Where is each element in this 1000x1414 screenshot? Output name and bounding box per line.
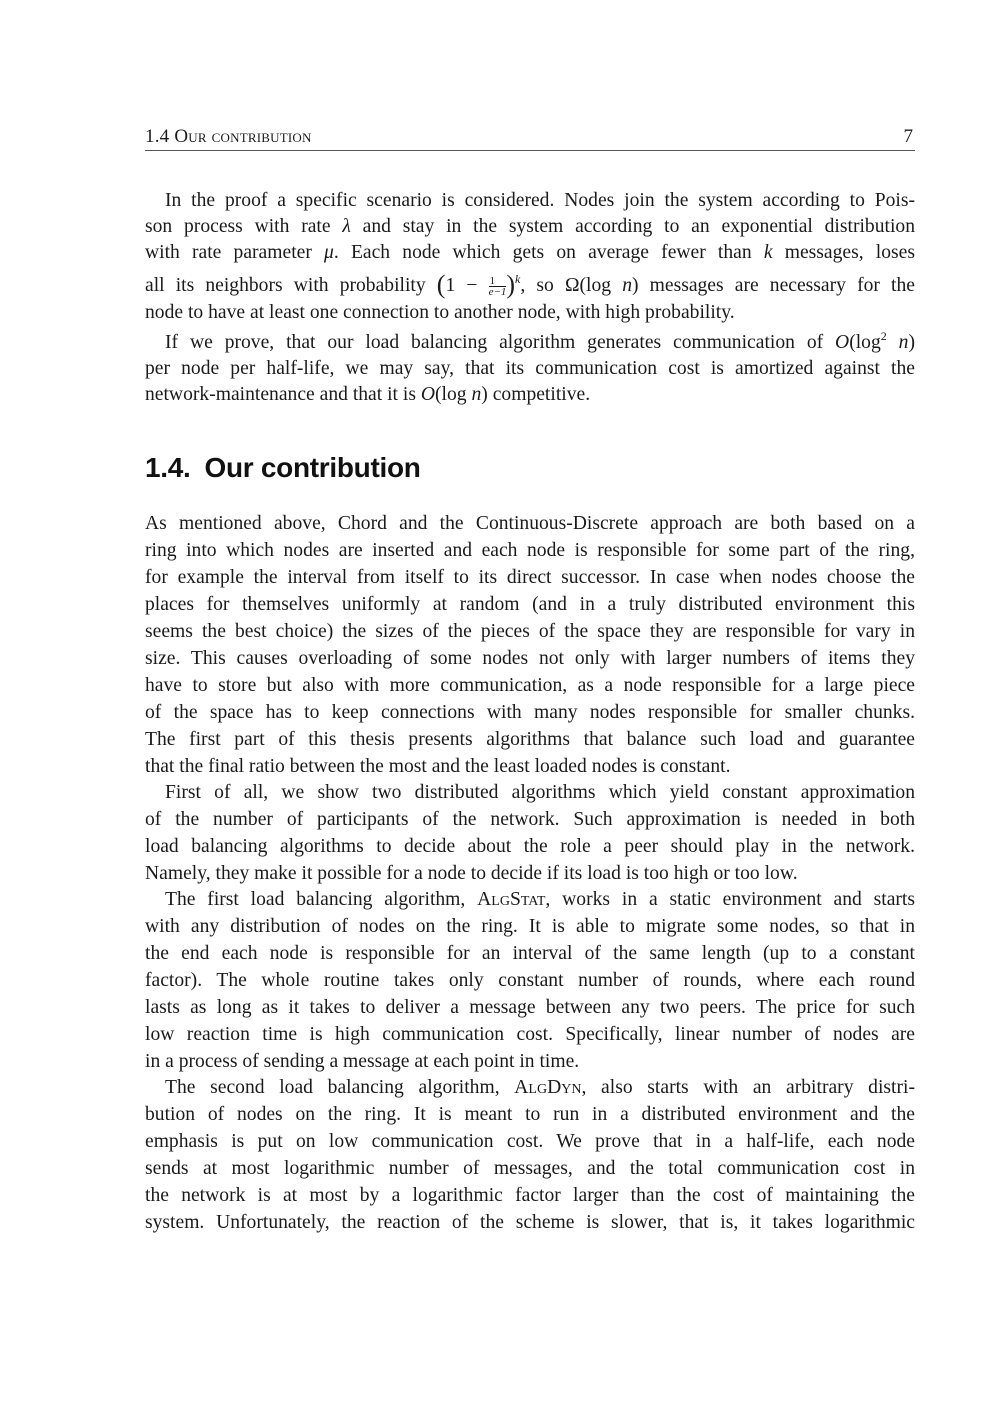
math-big-o: O — [835, 332, 850, 353]
math-n: n — [471, 384, 482, 405]
paragraph-line: the network is at most by a logarithmic factor larger than the cost of maintaining the — [145, 1185, 915, 1206]
math-fraction — [489, 276, 507, 297]
text: and stay in the system according to an exponential distribution — [350, 216, 915, 237]
fraction-denominator: e−1 — [488, 286, 507, 298]
paragraph-line: ring into which nodes are inserted and each node is responsible for some part of the ring, — [145, 540, 915, 561]
paragraph-line: places for themselves uniformly at random (and in a truly distributed environment this — [145, 594, 915, 615]
section-title: Our contribution — [204, 452, 421, 483]
text: ) competitive. — [481, 384, 591, 405]
paragraph-line: with any distribution of nodes on the ring. It is able to migrate some nodes, so that in — [145, 916, 915, 937]
paragraph-line: sends at most logarithmic number of messages, and the total communication cost in — [145, 1158, 915, 1179]
algorithm-name: AlgDyn — [514, 1077, 582, 1098]
math-text: (log — [435, 384, 472, 405]
running-head-title — [145, 126, 312, 148]
running-head-section-title: Our contribution — [174, 126, 312, 147]
math-n: n — [898, 332, 909, 353]
math-exponent: 2 — [880, 329, 887, 343]
math-k: k — [763, 242, 773, 263]
text: network-maintenance and that it is — [145, 384, 421, 405]
math-exponent: k — [515, 272, 521, 286]
running-head-section-number: 1.4 — [145, 126, 170, 147]
math-paren: ( — [436, 270, 446, 299]
paragraph-line: The first part of this thesis presents algorithms that balance such load and guarantee — [145, 729, 915, 750]
paragraph-line: that the final ratio between the most and the least loaded nodes is constant. — [145, 756, 731, 777]
paragraph-line: As mentioned above, Chord and the Continuous-Discrete approach are both based on a — [145, 513, 915, 534]
paragraph-line: of the space has to keep connections with many nodes responsible for smaller chunks. — [145, 702, 915, 723]
text: The first load balancing algorithm, — [165, 889, 478, 910]
math-big-o: O — [420, 384, 436, 405]
math-lambda: λ — [342, 216, 351, 237]
paragraph-line: per node per half-life, we may say, that its communication cost is amortized against the — [145, 358, 915, 379]
text: with rate parameter — [145, 242, 325, 263]
paragraph-line: emphasis is put on low communication cost. We prove that in a half-life, each node — [145, 1131, 915, 1152]
paragraph-line: system. Unfortunately, the reaction of the scheme is slower, that is, it takes logarithmic — [145, 1212, 915, 1233]
paragraph-line: Namely, they make it possible for a node to decide if its load is too high or too low. — [145, 863, 798, 884]
paragraph-line: bution of nodes on the ring. It is meant to run in a distributed environment and the — [145, 1104, 915, 1125]
paragraph-line: load balancing algorithms to decide about the role a peer should play in the network. — [145, 836, 915, 857]
math-mu: μ — [324, 242, 334, 263]
math-text: ) — [908, 332, 915, 353]
paragraph-line: size. This causes overloading of some nodes not only with larger numbers of items they — [145, 648, 915, 669]
paragraph-line: the end each node is responsible for an interval of the same length (up to a constant — [145, 943, 915, 964]
text: , so Ω(log — [520, 275, 623, 296]
paragraph-line: lasts as long as it takes to deliver a message between any two peers. The price for such — [145, 997, 915, 1018]
paragraph-line — [145, 272, 915, 299]
paragraph-line: have to store but also with more communication, as a node responsible for a large piece — [145, 675, 915, 696]
paragraph-line: seems the best choice) the sizes of the pieces of the space they are responsible for vary in — [145, 621, 915, 642]
paragraph-line: First of all, we show two distributed algorithms which yield constant approximation — [165, 782, 915, 803]
paragraph-line: of the number of participants of the network. Such approximation is needed in both — [145, 809, 915, 830]
math-n: n — [622, 275, 632, 296]
text: . Each node which gets on average fewer than — [333, 242, 764, 263]
algorithm-name: AlgStat — [477, 889, 546, 910]
paragraph-line — [145, 887, 915, 913]
paragraph-line: for example the interval from itself to its direct successor. In case when nodes choose the — [145, 567, 915, 588]
paragraph-line — [145, 1075, 915, 1101]
section-heading — [145, 452, 421, 484]
text: , works in a static environment and starts — [545, 889, 915, 910]
paragraph-line — [145, 330, 915, 356]
paragraph-line: in a process of sending a message at each point in time. — [145, 1051, 580, 1072]
page-number: 7 — [903, 126, 913, 147]
paragraph-line: factor). The whole routine takes only constant number of rounds, where each round — [145, 970, 915, 991]
section-number: 1.4. — [145, 452, 191, 483]
math-paren: ) — [506, 270, 516, 299]
math-text: (log — [849, 332, 881, 353]
text: If we prove, that our load balancing algorithm generates communication of — [165, 332, 836, 353]
paragraph-line — [145, 382, 915, 408]
math-text: 1 − — [445, 275, 489, 296]
text: ) messages are necessary for the — [631, 275, 915, 296]
text: son process with rate — [145, 216, 343, 237]
running-head — [145, 124, 915, 151]
fraction-numerator: 1 — [489, 276, 507, 287]
paragraph-line — [145, 214, 915, 240]
paragraph-line: low reaction time is high communication cost. Specifically, linear number of nodes are — [145, 1024, 915, 1045]
text: messages, loses — [772, 242, 915, 263]
text: all its neighbors with probability — [145, 275, 437, 296]
paragraph-line — [145, 240, 915, 266]
paragraph-line: node to have at least one connection to another node, with high probability. — [145, 302, 735, 323]
text: , also starts with an arbitrary distri- — [581, 1077, 915, 1098]
paragraph-line: In the proof a specific scenario is considered. Nodes join the system according to Pois- — [165, 190, 915, 211]
text: The second load balancing algorithm, — [165, 1077, 515, 1098]
